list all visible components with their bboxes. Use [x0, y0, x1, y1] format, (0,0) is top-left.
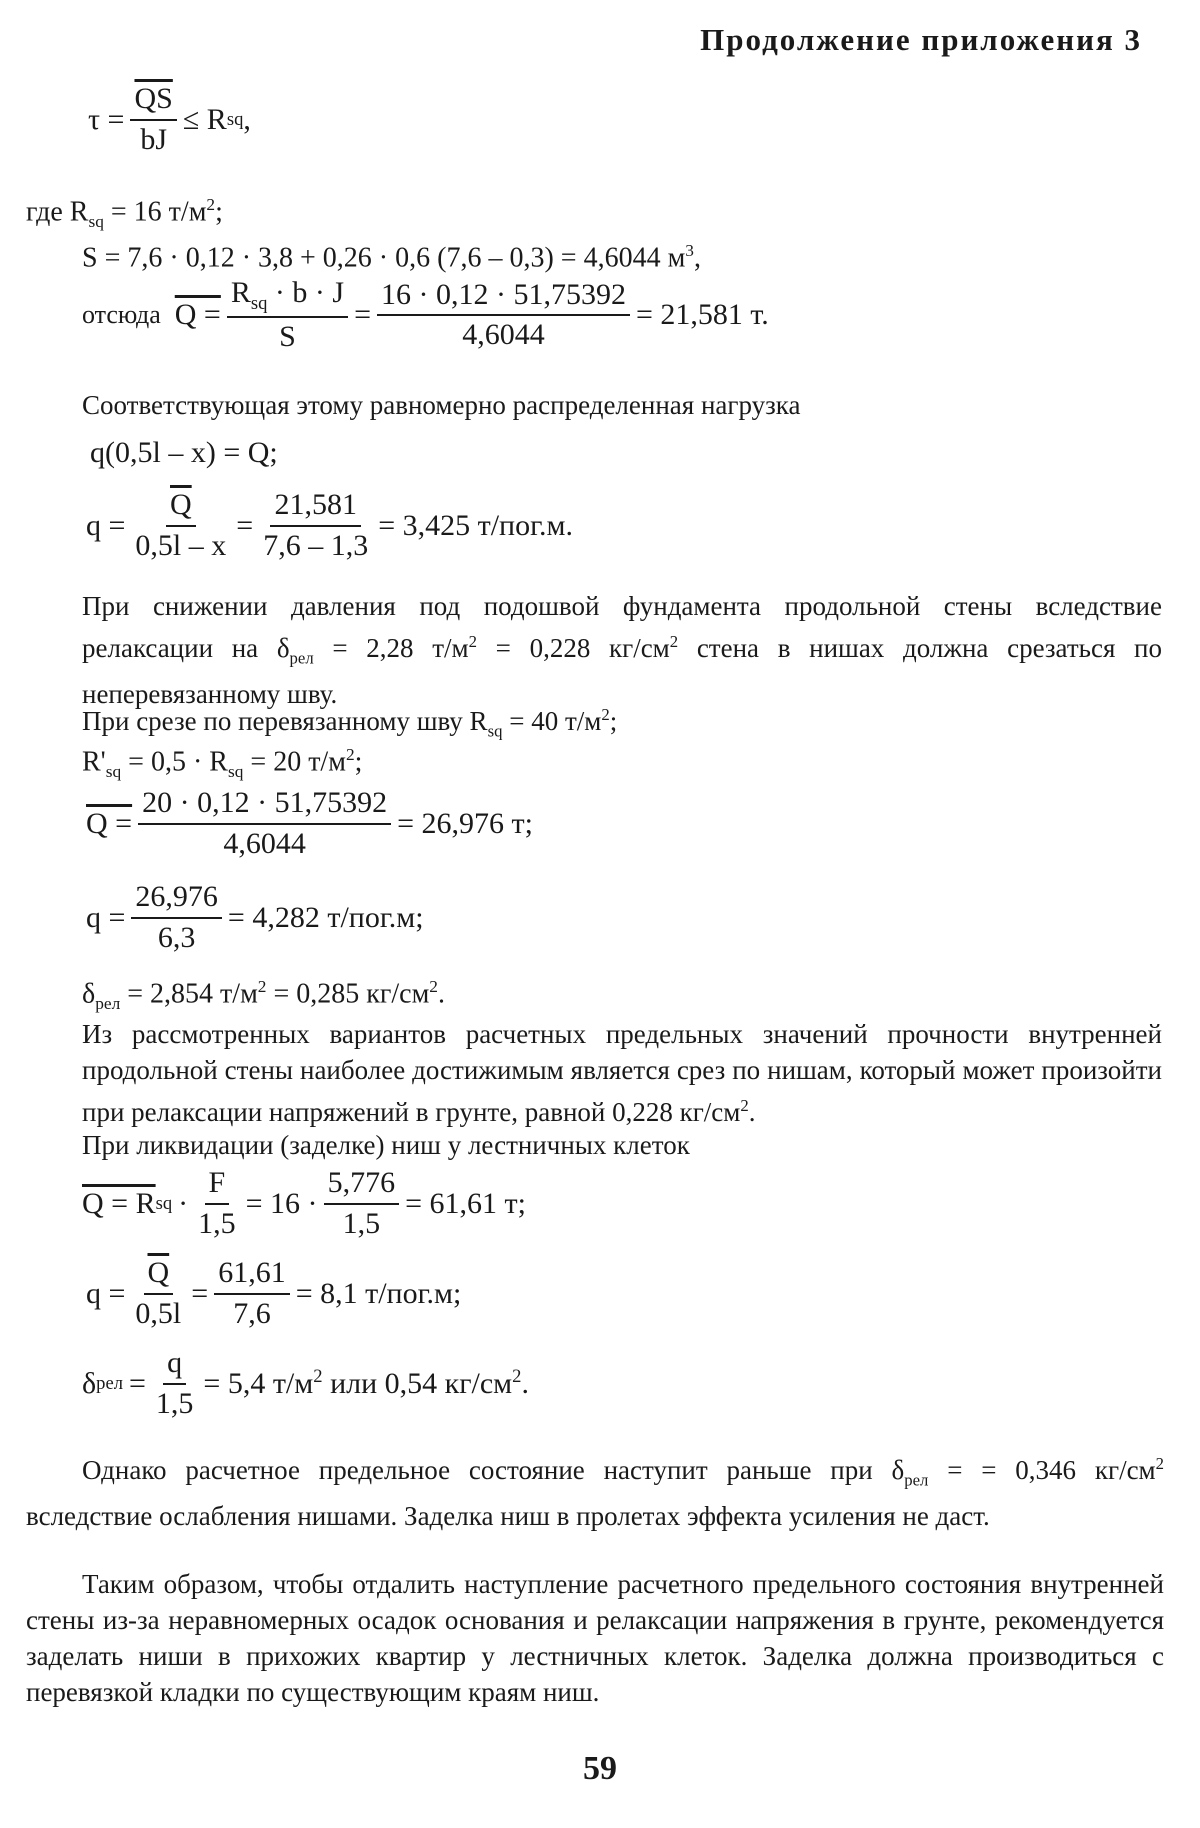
formula-q-bar-2-numerator: 20 · 0,12 · 51,75392 [138, 786, 391, 825]
formula-q-bar-3-lhs: Q = R [82, 1186, 156, 1220]
formula-q-bar-denominator-1: S [279, 320, 296, 354]
line-where-rsq [26, 190, 223, 237]
formula-q-3-fraction-2 [214, 1256, 290, 1331]
paragraph-however-sup: 2 [1155, 1454, 1165, 1473]
paragraph-relaxation-c: = 0,228 кг/см [476, 633, 670, 663]
formula-q-value [86, 488, 573, 563]
paragraph-variants-sup: 2 [740, 1096, 749, 1115]
line-s-value [82, 236, 701, 273]
line-s-sup: 3 [685, 241, 694, 260]
line-shear-bonded-c: ; [609, 706, 618, 736]
formula-q-3-eq: = [191, 1276, 209, 1310]
formula-q-bar-fraction-1 [227, 276, 348, 355]
line-delta-sup2: 2 [429, 977, 438, 996]
line-shear-bonded-sub: sq [487, 721, 503, 741]
formula-q-bar-result: = 21,581 т. [635, 298, 769, 332]
paragraph-relaxation [82, 588, 1162, 712]
formula-q-bar-3-fraction-2 [324, 1166, 400, 1241]
line-shear-bonded-sup: 2 [601, 705, 610, 724]
paragraph-relaxation-b: = 2,28 т/м [313, 633, 469, 663]
formula-q-3 [86, 1256, 461, 1331]
formula-tau-denominator: bJ [140, 122, 167, 156]
formula-q-bar-3-result: = 61,61 т; [405, 1186, 526, 1220]
paragraph-variants-b: . [748, 1097, 756, 1127]
formula-q-bar-denominator-2: 4,6044 [462, 318, 545, 352]
formula-q-value-denominator-1: 0,5l – x [135, 528, 227, 562]
formula-delta-rel-lhs-sub: рел [96, 1372, 123, 1394]
line-delta-sup: 2 [257, 977, 267, 996]
formula-q-3-lhs: q = [86, 1276, 126, 1310]
formula-delta-rel-result-c: . [521, 1367, 529, 1400]
line-s-end: , [693, 242, 701, 274]
formula-q-value-eq: = [236, 508, 254, 542]
formula-delta-rel-numerator: q [163, 1346, 186, 1385]
formula-q-bar-3-mid: = 16 · [245, 1186, 318, 1220]
paragraph-relaxation-sub: рел [289, 648, 314, 668]
formula-q-value-denominator-2: 7,6 – 1,3 [263, 528, 369, 562]
formula-q-bar-numerator-2: 16 · 0,12 · 51,75392 [377, 278, 630, 317]
paragraph-variants-a: Из рассмотренных вариантов расчетных предельных значений прочности внутренней продольной стены наиболее достижимым является срез по нишам, который может произойти при релаксации напряжений в грунте, равной 0,228 кг/см [82, 1019, 1162, 1127]
running-header: Продолжение приложения 3 [700, 22, 1142, 57]
line-delta-a: δ [82, 978, 96, 1010]
formula-q-bar [82, 276, 769, 355]
formula-q-bar-num1-rest: · b · J [267, 276, 345, 309]
paragraph-however-b: = = 0,346 кг/см [928, 1455, 1156, 1485]
formula-tau-rhs: ≤ R [182, 102, 227, 136]
line-r-prime-sub2: sq [227, 761, 244, 781]
formula-q-2-numerator: 26,976 [131, 880, 222, 919]
line-r-prime-a: R' [82, 746, 106, 778]
formula-tau-tail: , [243, 102, 251, 136]
formula-q-bar-3-lhs-sub: sq [155, 1192, 173, 1214]
formula-tau-numerator: $\overline{QS}$ [130, 82, 176, 121]
page-number: 59 [583, 1750, 617, 1787]
line-r-prime-sup: 2 [345, 745, 355, 764]
formula-tau-lhs: τ = [88, 102, 125, 136]
formula-q-bar-2-denominator: 4,6044 [223, 826, 306, 860]
formula-q-bar-2-fraction [138, 786, 391, 861]
paragraph-conclusion-text: Таким образом, чтобы отдалить наступление расчетного предельного состояния внутренней стены из-за неравномерных осадок основания и релаксации напряжения в грунте, рекомендуется заделать ниши в прихожих квартир у лестничных клеток. Заделка должна производиться с перевязкой кладки по существующим краям ниш. [26, 1569, 1164, 1707]
formula-q-bar-3-denominator-1: 1,5 [198, 1206, 236, 1240]
formula-q-bar-2-result: = 26,976 т; [397, 806, 533, 840]
formula-q-equation [90, 436, 278, 470]
formula-delta-rel-lhs: δ [82, 1366, 97, 1400]
line-delta-rel [82, 972, 445, 1019]
paragraph-conclusion [26, 1566, 1164, 1710]
formula-q-3-denominator-1: 0,5l [135, 1296, 182, 1330]
formula-q-bar-fraction-2 [377, 278, 630, 353]
formula-q-equation-text: q(0,5l – x) = Q; [90, 436, 278, 469]
formula-q-value-fraction-2 [259, 488, 372, 563]
formula-q-value-fraction-1 [131, 488, 230, 563]
line-r-prime [82, 740, 362, 787]
line-where-text: где R [26, 196, 89, 228]
line-where-rest: = 16 т/м [103, 196, 207, 228]
paragraph-relaxation-sup2: 2 [669, 632, 679, 651]
line-s-text: S = 7,6 · 0,12 · 3,8 + 0,26 · 0,6 (7,6 – 0,3) = 4,6044 м [82, 242, 686, 274]
formula-q-3-result: = 8,1 т/пог.м; [295, 1276, 462, 1310]
formula-q-2-fraction [131, 880, 222, 955]
formula-q-bar-2-lhs: Q = [86, 806, 133, 840]
formula-delta-rel-result-sup2: 2 [512, 1366, 522, 1387]
paragraph-relaxation-sup: 2 [468, 632, 477, 651]
formula-q-bar-3 [82, 1166, 526, 1241]
line-where-end: ; [215, 196, 223, 228]
formula-tau-rhs-sub: sq [226, 108, 244, 130]
formula-tau [88, 82, 251, 157]
line-where-sup: 2 [206, 195, 216, 214]
paragraph-however [26, 1446, 1164, 1534]
formula-q-bar-3-numerator-1: F [205, 1166, 230, 1205]
formula-delta-rel [82, 1346, 529, 1421]
formula-q-value-result: = 3,425 т/пог.м. [378, 508, 574, 542]
formula-q-3-fraction-1 [131, 1256, 185, 1331]
formula-delta-rel-fraction [152, 1346, 198, 1421]
line-r-prime-d: ; [354, 746, 363, 778]
formula-q-3-denominator-2: 7,6 [233, 1296, 271, 1330]
formula-tau-fraction [130, 82, 176, 157]
line-r-prime-sub: sq [105, 761, 122, 781]
line-delta-sub: рел [95, 993, 121, 1013]
line-delta-d: . [437, 978, 445, 1010]
formula-delta-rel-result-b: или 0,54 кг/см [322, 1367, 513, 1400]
formula-q-bar-2 [86, 786, 533, 861]
formula-q-3-numerator-2: 61,61 [214, 1256, 290, 1295]
formula-q-value-lhs: q = [86, 508, 126, 542]
paragraph-uniform-load: Соответствующая этому равномерно распределенная нагрузка [82, 390, 801, 420]
formula-q-value-numerator-1: $\overline{Q}$ [166, 488, 196, 527]
paragraph-however-sub: рел [904, 1470, 929, 1490]
line-liquidation: При ликвидации (заделке) ниш у лестничных клеток [82, 1130, 690, 1160]
line-r-prime-b: = 0,5 · R [121, 746, 228, 778]
formula-q-bar-lhs: Q = [174, 298, 221, 332]
formula-q-3-numerator-1: $\overline{Q}$ [144, 1256, 174, 1295]
formula-q-value-numerator-2: 21,581 [270, 488, 361, 527]
formula-delta-rel-result-a: = 5,4 т/м [203, 1367, 314, 1400]
paragraph-however-c: вследствие ослабления нишами. Заделка ниш в пролетах эффекта усиления не даст. [26, 1501, 990, 1532]
paragraph-variants [82, 1016, 1162, 1130]
formula-q-bar-3-denominator-2: 1,5 [342, 1206, 381, 1240]
paragraph-relaxation-d: стена в нишах должна срезаться по неперевязанному шву. [82, 633, 1162, 710]
line-delta-b: = 2,854 т/м [120, 978, 258, 1010]
line-r-prime-c: = 20 т/м [243, 746, 346, 778]
formula-q-bar-numerator-1 [227, 276, 348, 318]
formula-q-bar-eq: = [354, 298, 371, 332]
formula-q-bar-3-dot: · [178, 1186, 189, 1220]
line-where-sub: sq [88, 211, 104, 231]
formula-delta-rel-eq: = [128, 1366, 146, 1400]
formula-q-bar-3-fraction-1 [194, 1166, 240, 1241]
formula-q-2 [86, 880, 424, 955]
formula-q-2-result: = 4,282 т/пог.м; [227, 900, 424, 934]
formula-delta-rel-denominator: 1,5 [155, 1386, 194, 1420]
formula-q-bar-prefix: отсюда [82, 300, 161, 330]
formula-q-2-denominator: 6,3 [157, 920, 196, 954]
line-delta-c: = 0,285 кг/см [266, 978, 430, 1010]
paragraph-however-a: Однако расчетное предельное состояние наступит раньше при δ [82, 1455, 905, 1485]
line-shear-bonded-b: = 40 т/м [502, 706, 602, 736]
formula-delta-rel-result-sup: 2 [313, 1366, 323, 1387]
formula-delta-rel-result [203, 1366, 529, 1401]
formula-q-bar-num1-r: R [230, 276, 251, 309]
line-shear-bonded-a: При срезе по перевязанному шву R [82, 706, 488, 736]
formula-q-2-lhs: q = [86, 900, 126, 934]
paragraph-relaxation-a: При снижении давления под подошвой фундамента продольной стены вследствие релаксации на δ [82, 591, 1162, 663]
formula-q-bar-num1-sub: sq [250, 293, 268, 314]
formula-q-bar-3-numerator-2: 5,776 [324, 1166, 400, 1205]
